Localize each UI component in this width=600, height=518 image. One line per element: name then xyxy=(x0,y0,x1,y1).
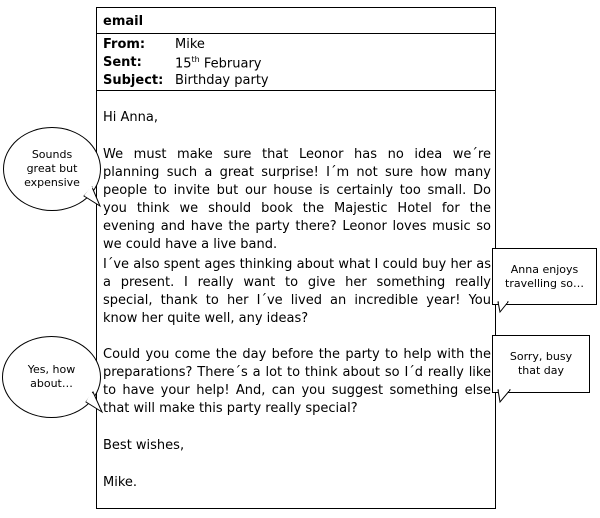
paragraph-3 xyxy=(103,346,491,418)
note-2-text: Anna enjoys travelling so… xyxy=(505,262,584,290)
note-bubble-2 xyxy=(492,248,597,305)
note-bubble-4 xyxy=(492,335,590,393)
note-bubble-1 xyxy=(3,127,101,211)
signoff-text: Best wishes, xyxy=(103,438,185,453)
greeting xyxy=(103,109,491,127)
sent-label: Sent: xyxy=(103,55,142,70)
paragraph-2 xyxy=(103,256,491,328)
note-4-text: Sorry, busy that day xyxy=(509,350,573,377)
from-label: From: xyxy=(103,37,146,52)
email-card xyxy=(96,7,496,509)
greeting-text: Hi Anna, xyxy=(103,110,158,125)
email-title: email xyxy=(103,14,144,29)
divider xyxy=(97,33,495,34)
signature xyxy=(103,474,491,492)
note-1-text: Sounds great but expensive xyxy=(24,148,80,189)
subject-value: Birthday party xyxy=(175,73,269,88)
signature-text: Mike. xyxy=(103,475,138,490)
paragraph-3-text: Could you come the day before the party to help with the preparations? There´s a lot to think about so I´d really like to have your help! And, can you suggest something else that will make this party really special? xyxy=(103,347,491,416)
note-bubble-3 xyxy=(2,336,101,418)
subject-label: Subject: xyxy=(103,73,164,88)
sent-suffix: th xyxy=(191,55,200,64)
paragraph-2-text: I´ve also spent ages thinking about what I could buy her as a present. I really want to give her something really special, thank to her I´ve lived an incredible year! You know her quite well, any ideas? xyxy=(103,257,491,326)
paragraph-1 xyxy=(103,146,491,254)
paragraph-1-text: We must make sure that Leonor has no idea we´re planning such a great surprise! I´m not sure how many people to invite but our house is certainly too small. Do you think we should book the Majestic Hotel for the evening and have the party there? Leonor loves music so we could have a live band. xyxy=(103,147,491,252)
sent-month: February xyxy=(199,56,262,72)
divider xyxy=(97,90,495,91)
sent-day: 15 xyxy=(175,56,192,72)
note-3-text: Yes, how about… xyxy=(27,363,76,390)
from-value: Mike xyxy=(175,37,205,52)
signoff xyxy=(103,437,491,455)
sent-value xyxy=(175,55,262,71)
